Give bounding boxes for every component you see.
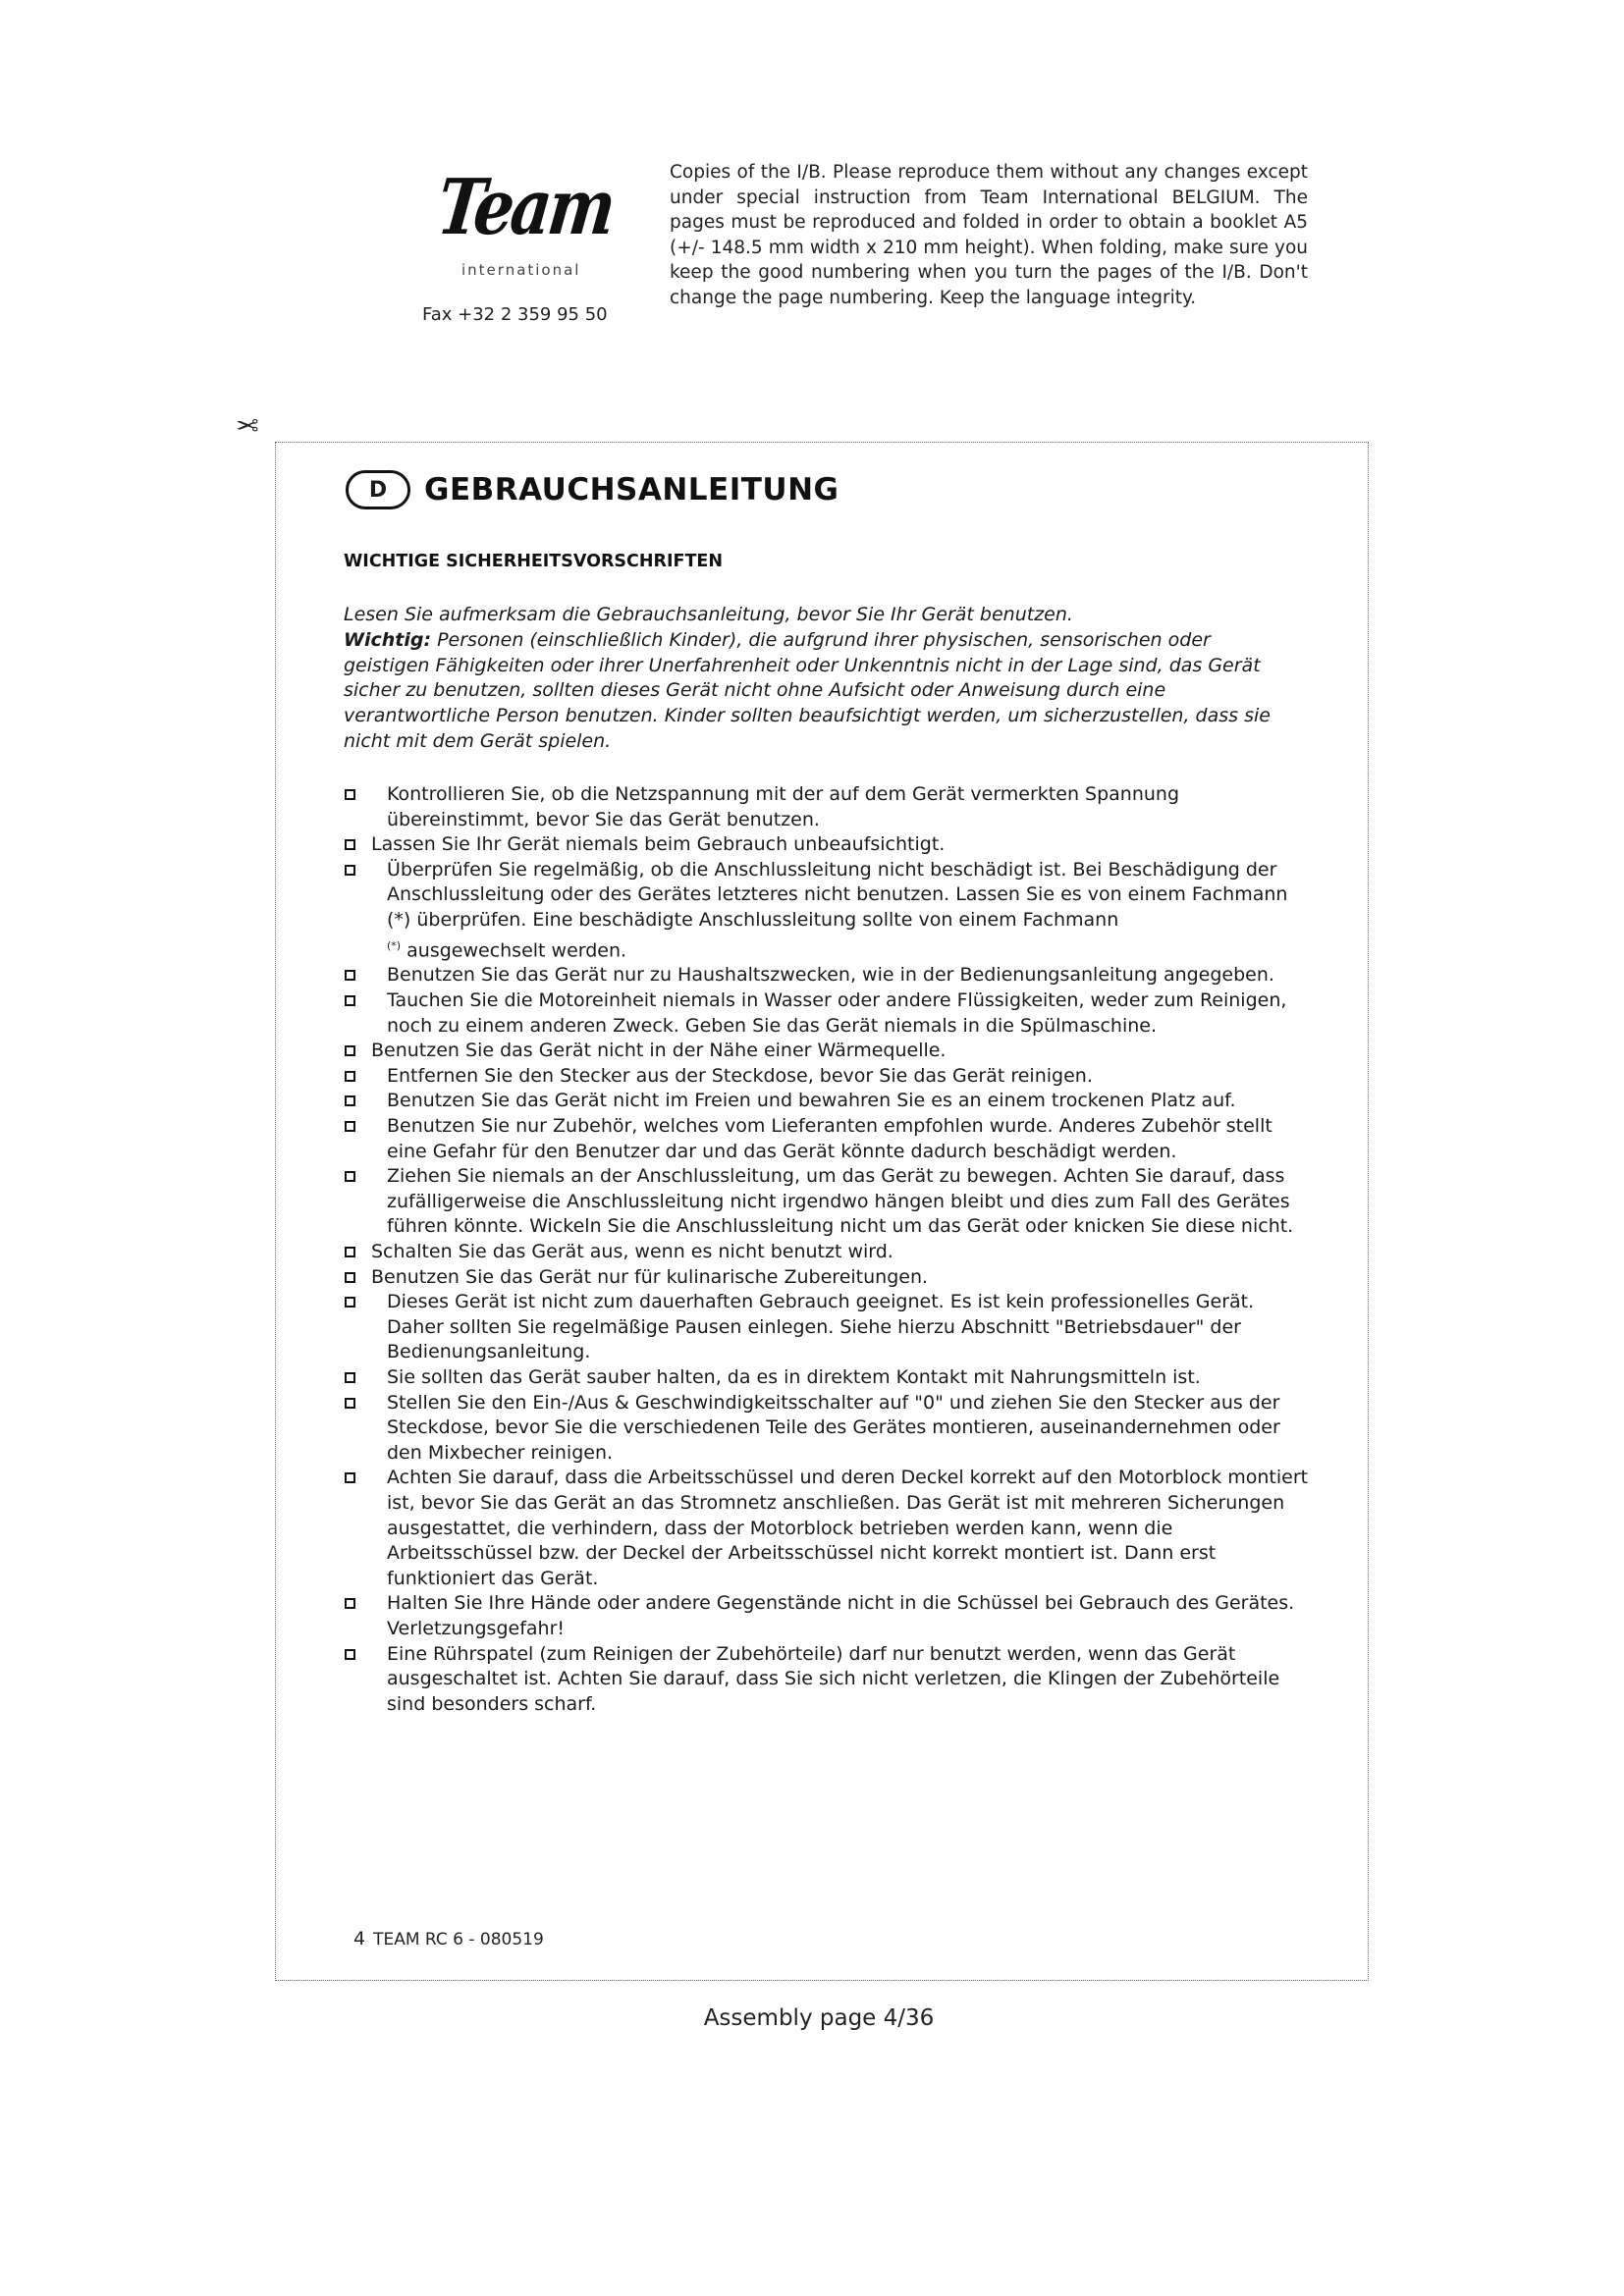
list-item-text: Überprüfen Sie regelmäßig, ob die Anschlussleitung nicht beschädigt ist. Bei Beschädigung der Anschlussleitung oder des Gerätes letzteres nicht benutzen. Lassen Sie es von einem Fachmann (*) überprüfen. Eine beschädigte Anschlussleitung sollte von einem Fachmann [387, 858, 1288, 931]
list-item-text: Lassen Sie Ihr Gerät niemals beim Gebrauch unbeaufsichtigt. [371, 833, 946, 856]
important-text: Personen (einschließlich Kinder), die aufgrund ihrer physischen, sensorischen oder geistigen Fähigkeiten oder ihrer Unerfahrenheit oder Unkenntnis nicht in der Lage sind, das Gerät sicher zu benutzen, sollten dieses Gerät nicht ohne Aufsicht oder Anweisung durch eine verantwortliche Person benutzen. Kinder sollten beaufsichtigt werden, um sicherzustellen, dass sie nicht mit dem Gerät spielen. [344, 628, 1271, 752]
logo-subtitle: international [461, 261, 581, 279]
list-item [344, 1591, 1316, 1641]
page-number: 4 [353, 1928, 366, 1949]
list-item-text: Benutzen Sie nur Zubehör, welches vom Lieferanten empfohlen wurde. Anderes Zubehör stellt eine Gefahr für den Benutzer dar und das Gerät könnte dadurch beschädigt werden. [387, 1115, 1272, 1162]
list-item-text: Stellen Sie den Ein-/Aus & Geschwindigkeitsschalter auf "0" und ziehen Sie den Stecker aus der Steckdose, bevor Sie die verschiedenen Teile des Gerätes montieren, auseinandernehmen oder den Mixbecher reinigen. [387, 1391, 1280, 1464]
list-item [344, 1089, 1316, 1114]
checkbox-square-icon [345, 1649, 355, 1660]
list-item [344, 782, 1316, 832]
checkbox-square-icon [345, 839, 355, 850]
page-title: GEBRAUCHSANLEITUNG [424, 472, 839, 507]
section-heading: WICHTIGE SICHERHEITSVORSCHRIFTEN [344, 552, 724, 571]
checkbox-square-icon [345, 1071, 355, 1082]
list-item-text: Sie sollten das Gerät sauber halten, da es in direktem Kontakt mit Nahrungsmitteln ist. [387, 1365, 1201, 1388]
checkbox-square-icon [345, 1121, 355, 1132]
checkbox-square-icon [345, 1472, 355, 1483]
list-item [344, 1039, 1316, 1064]
fax-number: Fax +32 2 359 95 50 [422, 304, 608, 325]
checkbox-square-icon [345, 1398, 355, 1409]
list-item-text: Ziehen Sie niemals an der Anschlussleitung, um das Gerät zu bewegen. Achten Sie darauf, dass zufälligerweise die Anschlussleitung nicht irgendwo hängen bleibt und dies zum Fall des Gerätes führen könnte. Wickeln Sie die Anschlussleitung nicht um das Gerät oder knicken Sie diese nicht. [387, 1165, 1294, 1238]
list-item-text: Benutzen Sie das Gerät nur für kulinarische Zubereitungen. [371, 1265, 929, 1288]
list-item [344, 858, 1316, 964]
checkbox-square-icon [345, 1272, 355, 1283]
list-item [344, 1114, 1316, 1164]
list-item [344, 1365, 1316, 1391]
checkbox-square-icon [345, 1095, 355, 1106]
important-label: Wichtig: [344, 628, 432, 651]
list-item-text: Kontrollieren Sie, ob die Netzspannung mit der auf dem Gerät vermerkten Spannung übereinstimmt, bevor Sie das Gerät benutzen. [387, 783, 1180, 830]
list-item-text: Benutzen Sie das Gerät nur zu Haushaltszwecken, wie in der Bedienungsanleitung angegeben. [387, 964, 1274, 987]
list-item [344, 1064, 1316, 1090]
checkbox-square-icon [345, 970, 355, 981]
language-badge: D [346, 470, 410, 509]
list-item-text: Benutzen Sie das Gerät nicht in der Nähe einer Wärmequelle. [371, 1040, 947, 1062]
checkbox-square-icon [345, 1045, 355, 1056]
intro-line-1: Lesen Sie aufmerksam die Gebrauchsanleitung, bevor Sie Ihr Gerät benutzen. [344, 604, 1073, 625]
checkbox-square-icon [345, 1598, 355, 1609]
list-item-text: Achten Sie darauf, dass die Arbeitsschüssel und deren Deckel korrekt auf den Motorblock montiert ist, bevor Sie das Gerät an das Stromnetz anschließen. Das Gerät ist mit mehreren Sicherungen ausgestattet, die verhindern, dass der Motorblock betrieben werden kann, wenn die Arbeitsschüssel bzw. der Deckel der Arbeitsschüssel nicht korrekt montiert ist. Dann erst funktioniert das Gerät. [387, 1467, 1309, 1589]
list-item [344, 988, 1316, 1039]
checkbox-square-icon [345, 1171, 355, 1182]
list-item-text: Benutzen Sie das Gerät nicht im Freien und bewahren Sie es an einem trockenen Platz auf. [387, 1090, 1236, 1112]
footnote-marker: (*) [387, 938, 402, 952]
list-item [344, 1391, 1316, 1467]
team-logo [422, 145, 618, 293]
list-item [344, 832, 1316, 858]
list-item [344, 1265, 1316, 1291]
list-item [344, 1642, 1316, 1718]
list-item-text: Eine Rührspatel (zum Reinigen der Zubehörteile) darf nur benutzt werden, wenn das Gerät ausgeschaltet ist. Achten Sie darauf, dass Sie sich nicht verletzen, die Klingen der Zubehörteile sind besonders scharf. [387, 1642, 1280, 1715]
logo-wordmark: Team [432, 163, 618, 252]
list-item [344, 963, 1316, 988]
list-item [344, 1164, 1316, 1240]
intro-important [344, 628, 1276, 755]
page-footer [353, 1928, 544, 1949]
list-item-text: Dieses Gerät ist nicht zum dauerhaften Gebrauch geeignet. Es ist kein professionelles Gerät. Daher sollten Sie regelmäßige Pausen einlegen. Siehe hierzu Abschnitt "Betriebsdauer" der Bedienungsanleitung. [387, 1291, 1255, 1363]
list-item-text-tail: ausgewechselt werden. [401, 938, 627, 961]
checkbox-square-icon [345, 865, 355, 876]
checkbox-square-icon [345, 789, 355, 800]
scissors-icon: ✂ [236, 408, 259, 441]
assembly-page-label: Assembly page 4/36 [703, 2005, 935, 2031]
safety-rules-list [344, 782, 1316, 1717]
checkbox-square-icon [345, 995, 355, 1006]
checkbox-square-icon [345, 1247, 355, 1257]
model-code: TEAM RC 6 - 080519 [373, 1930, 544, 1949]
list-item-text: Entfernen Sie den Stecker aus der Steckdose, bevor Sie das Gerät reinigen. [387, 1064, 1093, 1087]
checkbox-square-icon [345, 1372, 355, 1383]
intro-text [344, 603, 1276, 755]
checkbox-square-icon [345, 1297, 355, 1308]
page-header [0, 0, 1624, 373]
list-item [344, 1240, 1316, 1265]
list-item-text: Halten Sie Ihre Hände oder andere Gegenstände nicht in die Schüssel bei Gebrauch des Gerätes. Verletzungsgefahr! [387, 1592, 1295, 1639]
list-item [344, 1466, 1316, 1591]
list-item-text: Schalten Sie das Gerät aus, wenn es nicht benutzt wird. [371, 1241, 893, 1263]
list-item-text: Tauchen Sie die Motoreinheit niemals in Wasser oder andere Flüssigkeiten, weder zum Reinigen, noch zu einem anderen Zweck. Geben Sie das Gerät niemals in die Spülmaschine. [387, 989, 1287, 1037]
copies-instructions: Copies of the I/B. Please reproduce them without any changes except under special instruction from Team International BELGIUM. The pages must be reproduced and folded in order to obtain a booklet A5 (+/- 148.5 mm width x 210 mm height). When folding, make sure you keep the good numbering when you turn the pages of the I/B. Don't change the page numbering. Keep the language integrity. [670, 162, 1308, 308]
list-item [344, 1290, 1316, 1365]
